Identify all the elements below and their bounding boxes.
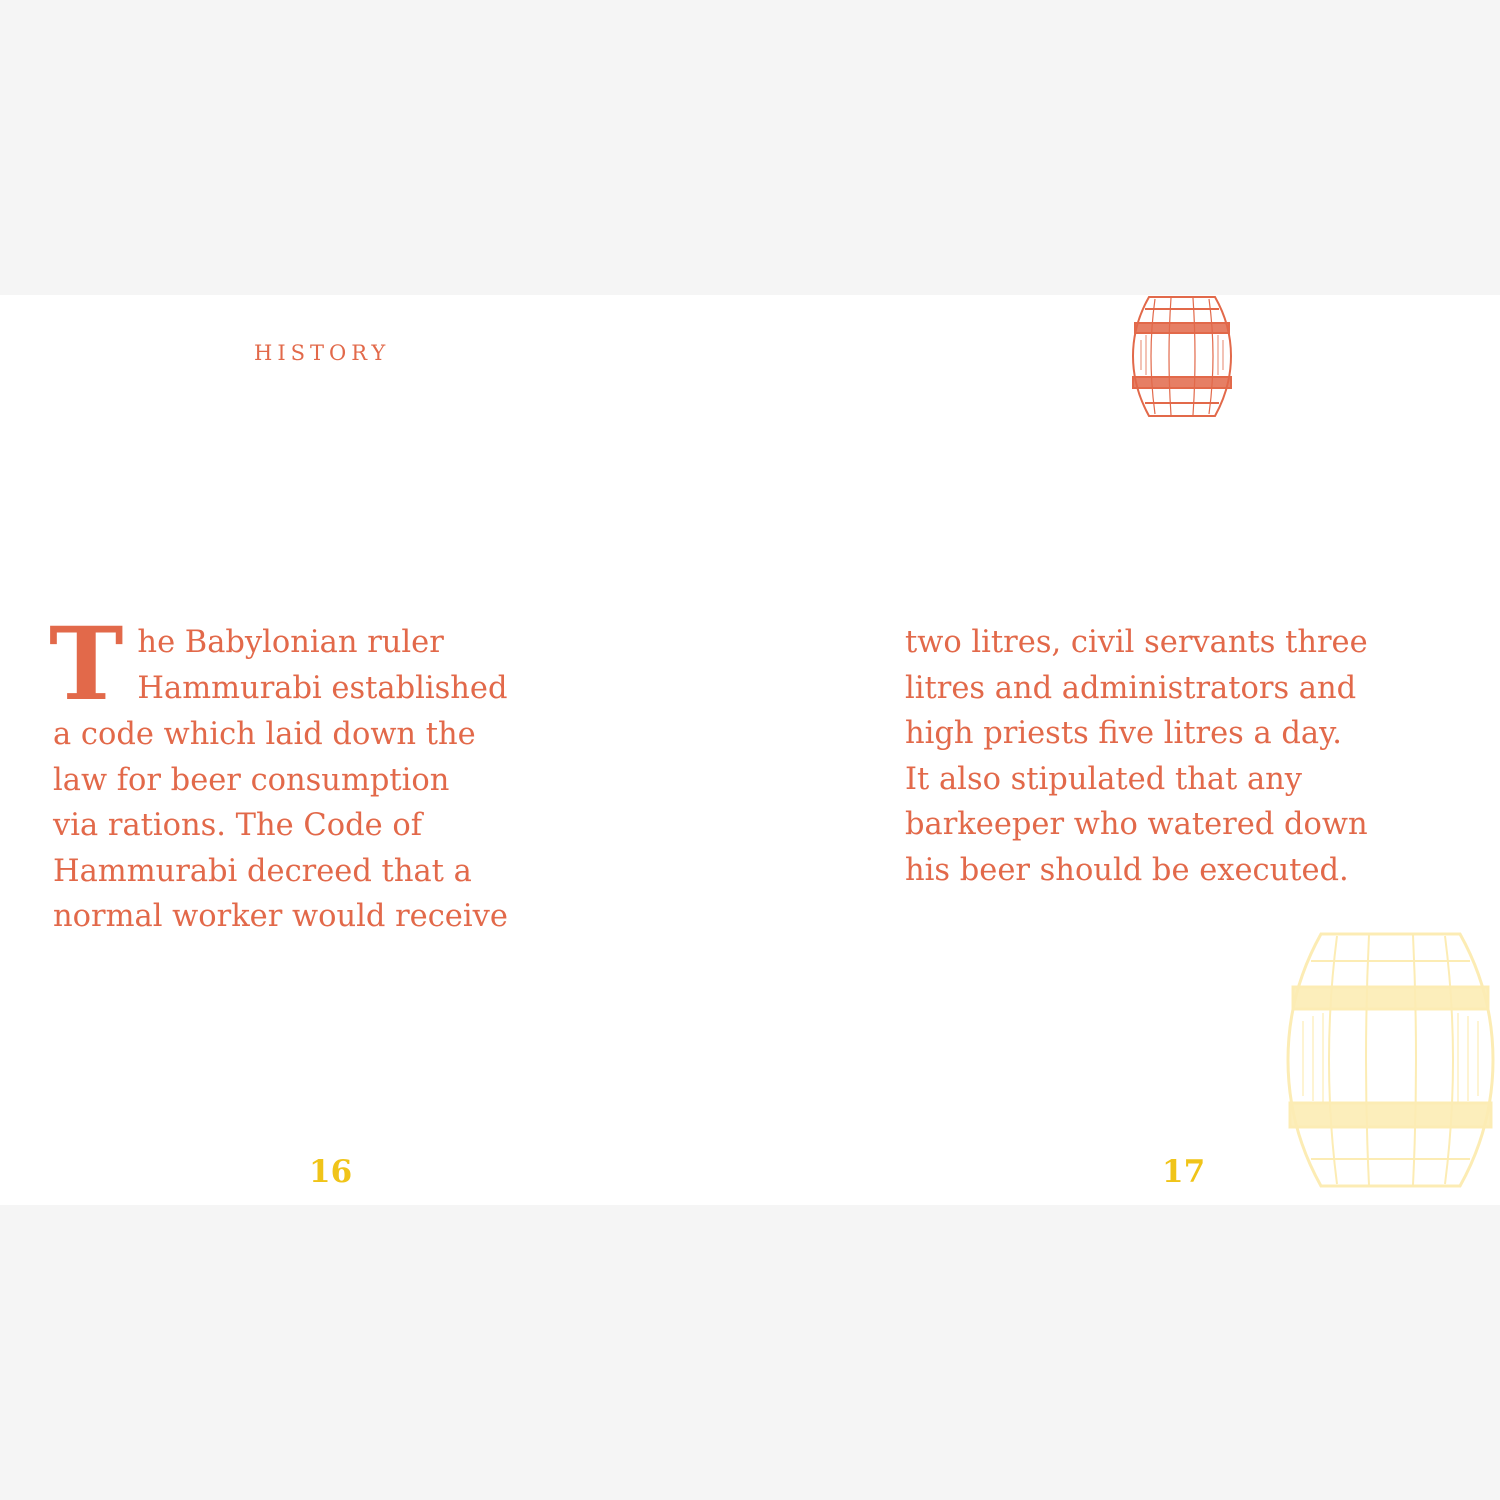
text-line: litres and administrators and (905, 670, 1357, 706)
text-line: via rations. The Code of (53, 808, 423, 844)
book-spread (0, 295, 1500, 1205)
left-page-body (49, 605, 613, 940)
barrel-icon (1131, 295, 1233, 418)
page-number-right: 17 (1162, 1154, 1206, 1190)
barrel-icon (1285, 931, 1496, 1189)
drop-cap: T (49, 605, 124, 723)
text-line: he Babylonian ruler (137, 625, 444, 660)
text-line: his beer should be executed. (905, 852, 1349, 888)
text-line: a code which laid down the (53, 717, 476, 752)
section-heading: HISTORY (254, 341, 391, 365)
text-line: Hammurabi decreed that a (53, 853, 472, 889)
text-line: high priests five litres a day. (905, 716, 1342, 752)
text-line: two litres, civil servants three (905, 625, 1368, 660)
page-number-left: 16 (309, 1154, 353, 1190)
right-page-body (905, 620, 1465, 894)
text-line: normal worker would receive (53, 899, 508, 935)
text-line: Hammurabi established (137, 670, 508, 706)
text-line: barkeeper who watered down (905, 807, 1368, 843)
text-line: law for beer consumption (53, 762, 450, 798)
text-line: It also stipulated that any (905, 761, 1303, 797)
